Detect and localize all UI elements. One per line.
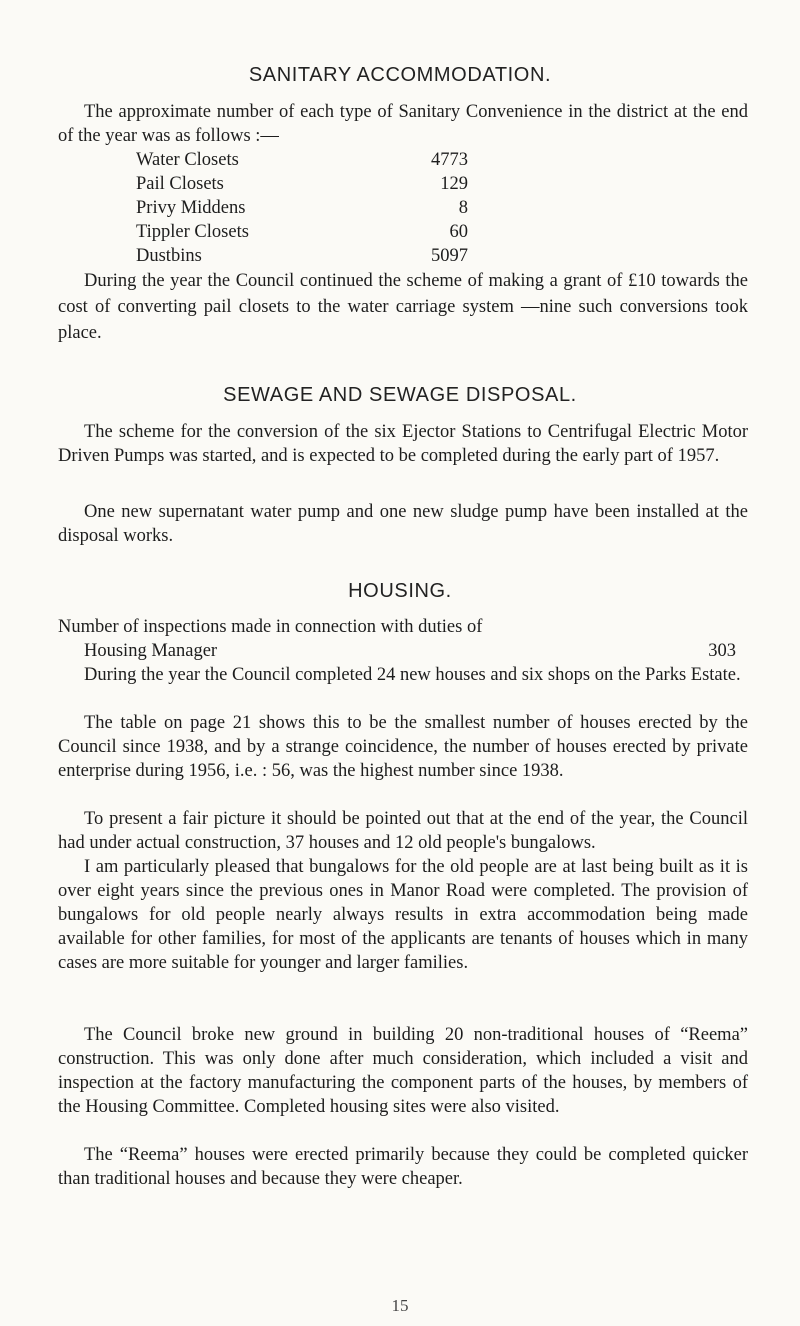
sanitary-row xyxy=(136,148,468,172)
housing-paragraph: I am particularly pleased that bungalows for the old people are at last being built as it is over eight years since the previous ones in Manor Road were completed. The provision of bungalows for old people nearly always results in extra accommodation being made available for other families, for most of the applicants are tenants of houses which in many cases are more suitable for younger and larger families. xyxy=(58,857,748,973)
sanitary-row-label: Privy Middens xyxy=(136,198,246,218)
housing-paragraph: The Council broke new ground in building 20 non-traditional houses of “Reema” construction. This was only done after much consideration, which included a visit and inspection at the factory manufacturing the component parts of the houses, by members of the Housing Committee. Completed housing sites were also visited. xyxy=(58,1025,748,1117)
sewage-paragraph: The scheme for the conversion of the six Ejector Stations to Centrifugal Electric Motor Driven Pumps was started, and is expected to be completed during the early part of 1957. xyxy=(58,422,748,466)
sanitary-row-label: Pail Closets xyxy=(136,174,224,194)
inspections-label: Number of inspections made in connection with duties of xyxy=(58,617,483,637)
inspections-value: 303 xyxy=(708,641,736,661)
sanitary-intro: The approximate number of each type of Sanitary Convenience in the district at the end of the year was as follows :— xyxy=(58,102,748,146)
sanitary-row-label: Dustbins xyxy=(136,246,202,266)
housing-paragraph: During the year the Council completed 24 new houses and six shops on the Parks Estate. xyxy=(84,665,741,685)
sanitary-row-value: 129 xyxy=(440,174,468,194)
inspections-row xyxy=(58,639,748,663)
housing-paragraph: The “Reema” houses were erected primarily because they could be completed quicker than traditional houses and because they were cheaper. xyxy=(58,1145,748,1189)
sanitary-row-value: 4773 xyxy=(431,150,468,170)
page-number: 15 xyxy=(391,1296,409,1315)
sanitary-heading: SANITARY ACCOMMODATION. xyxy=(248,64,552,86)
sanitary-row-value: 8 xyxy=(458,198,468,218)
sanitary-row-label: Water Closets xyxy=(136,150,239,170)
sanitary-row-value: 5097 xyxy=(431,246,468,266)
inspections-label-cont: Housing Manager xyxy=(84,641,218,661)
sanitary-row xyxy=(136,244,468,268)
sanitary-row xyxy=(136,196,468,220)
sewage-heading: SEWAGE AND SEWAGE DISPOSAL. xyxy=(223,384,577,406)
sanitary-row-label: Tippler Closets xyxy=(136,222,249,242)
sewage-paragraph: One new supernatant water pump and one new sludge pump have been installed at the disposal works. xyxy=(58,502,748,546)
housing-heading: HOUSING. xyxy=(348,580,452,602)
sanitary-row xyxy=(136,172,468,196)
housing-paragraph: To present a fair picture it should be pointed out that at the end of the year, the Council had under actual construction, 37 houses and 12 old people's bungalows. xyxy=(58,809,748,853)
housing-paragraph: The table on page 21 shows this to be the smallest number of houses erected by the Council since 1938, and by a strange coincidence, the number of houses erected by private enterprise during 1956, i.e. : 56, was the highest number since 1938. xyxy=(58,713,748,781)
sanitary-row xyxy=(136,220,468,244)
sanitary-paragraph: During the year the Council continued the scheme of making a grant of £10 towards the cost of converting pail closets to the water carriage system —nine such conversions took place. xyxy=(58,271,748,343)
sanitary-row-value: 60 xyxy=(449,222,468,242)
